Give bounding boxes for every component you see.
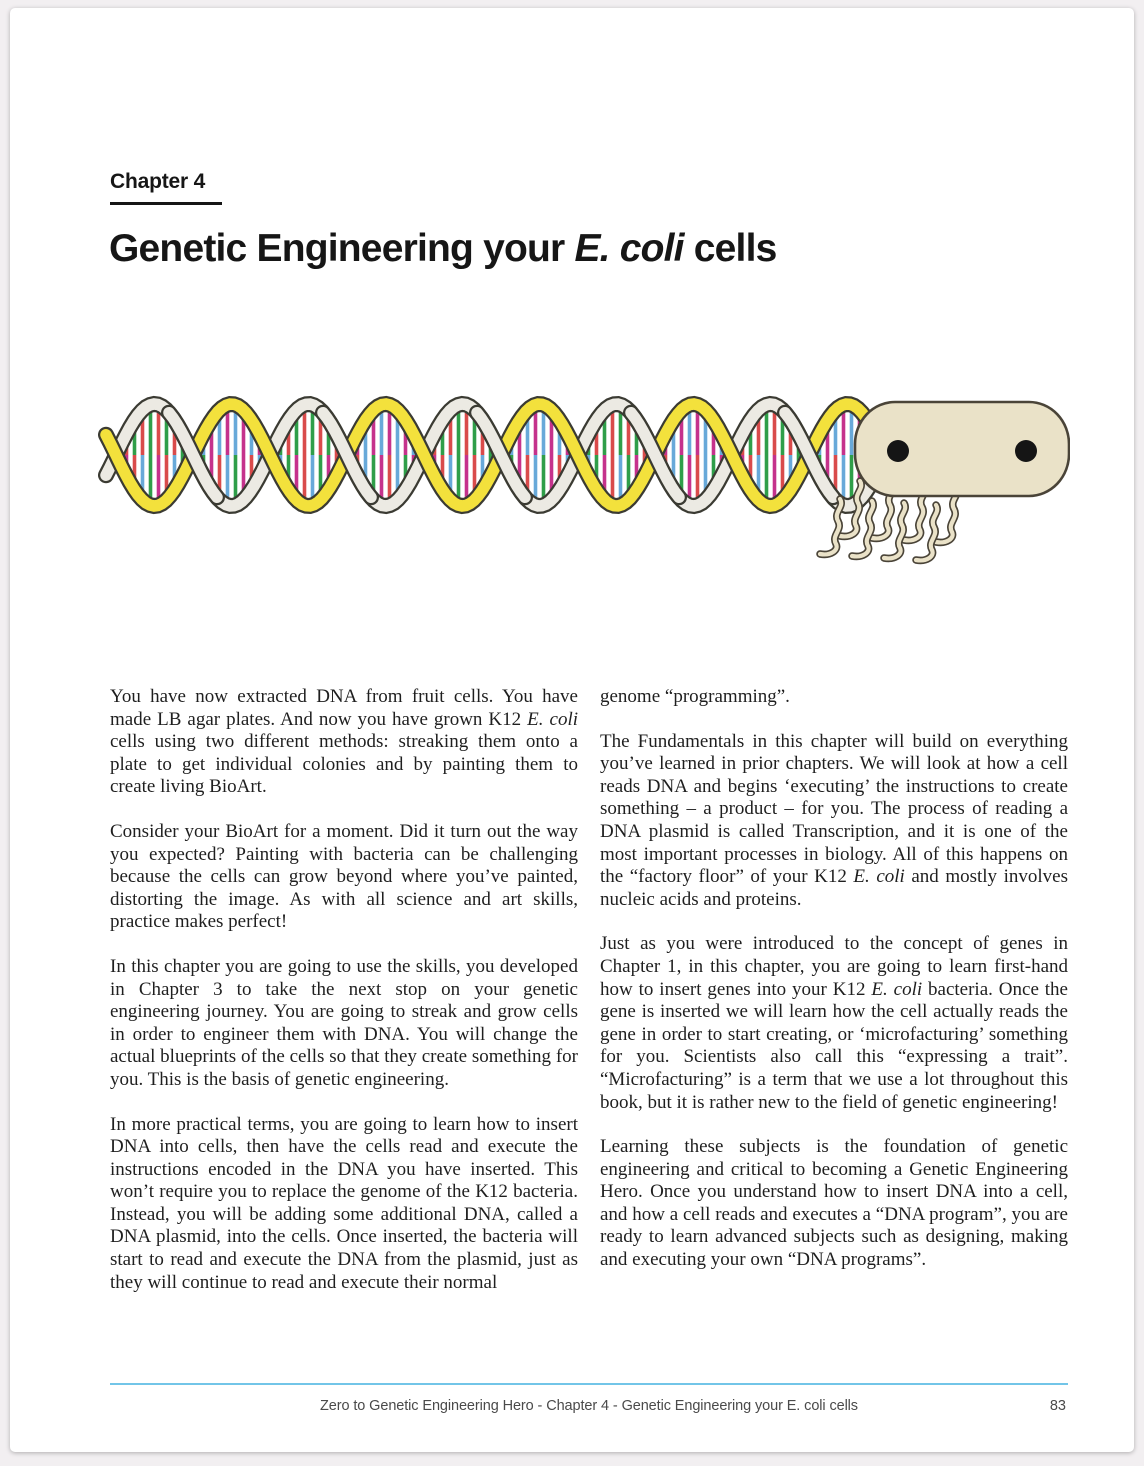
right-column	[600, 686, 1068, 1316]
footer	[110, 1398, 1068, 1420]
ecoli-cell-body	[855, 402, 1069, 496]
paragraph: genome “programming”.	[600, 686, 790, 707]
book-page	[10, 8, 1134, 1452]
paragraph: In this chapter you are going to use the skills, you developed in Chapter 3 to take the next stop on your genetic engineering journey. You are going to streak and grow cells in order to engineer them with DNA. You will change the actual blueprints of the cells so that they create something for you. This is the basis of genetic engineering.	[110, 955, 578, 1090]
paragraph: Learning these subjects is the foundation of genetic engineering and critical to becoming a Genetic Engineering Hero. Once you understand how to insert DNA into a cell, and how a cell reads and executes a “DNA program”, you are ready to learn advanced subjects such as designing, making and executing your own “DNA programs”.	[600, 1136, 1068, 1271]
body-text	[110, 686, 1068, 1316]
paragraph: In more practical terms, you are going to learn how to insert DNA into cells, then have the cells read and execute the instructions encoded in the DNA you have inserted. This won’t require you to replace the genome of the K12 bacteria. Instead, you will be adding some additional DNA, called a DNA plasmid, into the cells. Once inserted, the bacteria will start to read and execute the DNA from the plasmid, just as they will continue to read and execute their normal	[110, 1113, 578, 1293]
page-title: Genetic Engineering your E. coli cells	[109, 227, 777, 270]
cell-right-eye-dot	[1015, 440, 1037, 462]
cell-left-eye-dot	[887, 440, 909, 462]
paragraph: The Fundamentals in this chapter will build on everything you’ve learned in prior chapters. We will look at how a cell reads DNA and begins ‘executing’ the instructions to create something – a product – for you. The process of reading a DNA plasmid is called Transcription, and it is one of the most important processes in biology. All of this happens on the “factory floor” of your K12 E. coli and mostly involves nucleic acids and proteins.	[600, 730, 1068, 910]
chapter-underline	[110, 202, 222, 205]
dna-helix	[106, 404, 878, 506]
page-number: 83	[1049, 1398, 1066, 1414]
flagellum	[820, 499, 841, 554]
paragraph: You have now extracted DNA from fruit cells. You have made LB agar plates. And now you have grown K12 E. coli cells using two different methods: streaking them onto a plate to get individual colonies and by painting them to create living BioArt.	[110, 686, 578, 798]
left-column	[110, 686, 578, 1316]
dna-to-ecoli-illustration	[98, 391, 1070, 573]
footer-caption: Zero to Genetic Engineering Hero - Chapter 4 - Genetic Engineering your E. coli cells	[320, 1398, 858, 1414]
paragraph: Consider your BioArt for a moment. Did it turn out the way you expected? Painting with bacteria can be challenging because the cells can grow beyond where you’ve painted, distorting the image. As with all science and art skills, practice makes perfect!	[110, 820, 578, 933]
chapter-label: Chapter 4	[110, 170, 206, 193]
paragraph: Just as you were introduced to the concept of genes in Chapter 1, in this chapter, you are going to learn first-hand how to insert genes into your K12 E. coli bacteria. Once the gene is inserted we will learn how the cell actually reads the gene in order to start creating, or ‘microfacturing’ something for you. Scientists also call this “expressing a trait”. “Microfacturing” is a term that we use a lot throughout this book, but it is rather new to the field of genetic engineering!	[600, 933, 1068, 1113]
footer-divider	[110, 1383, 1068, 1385]
